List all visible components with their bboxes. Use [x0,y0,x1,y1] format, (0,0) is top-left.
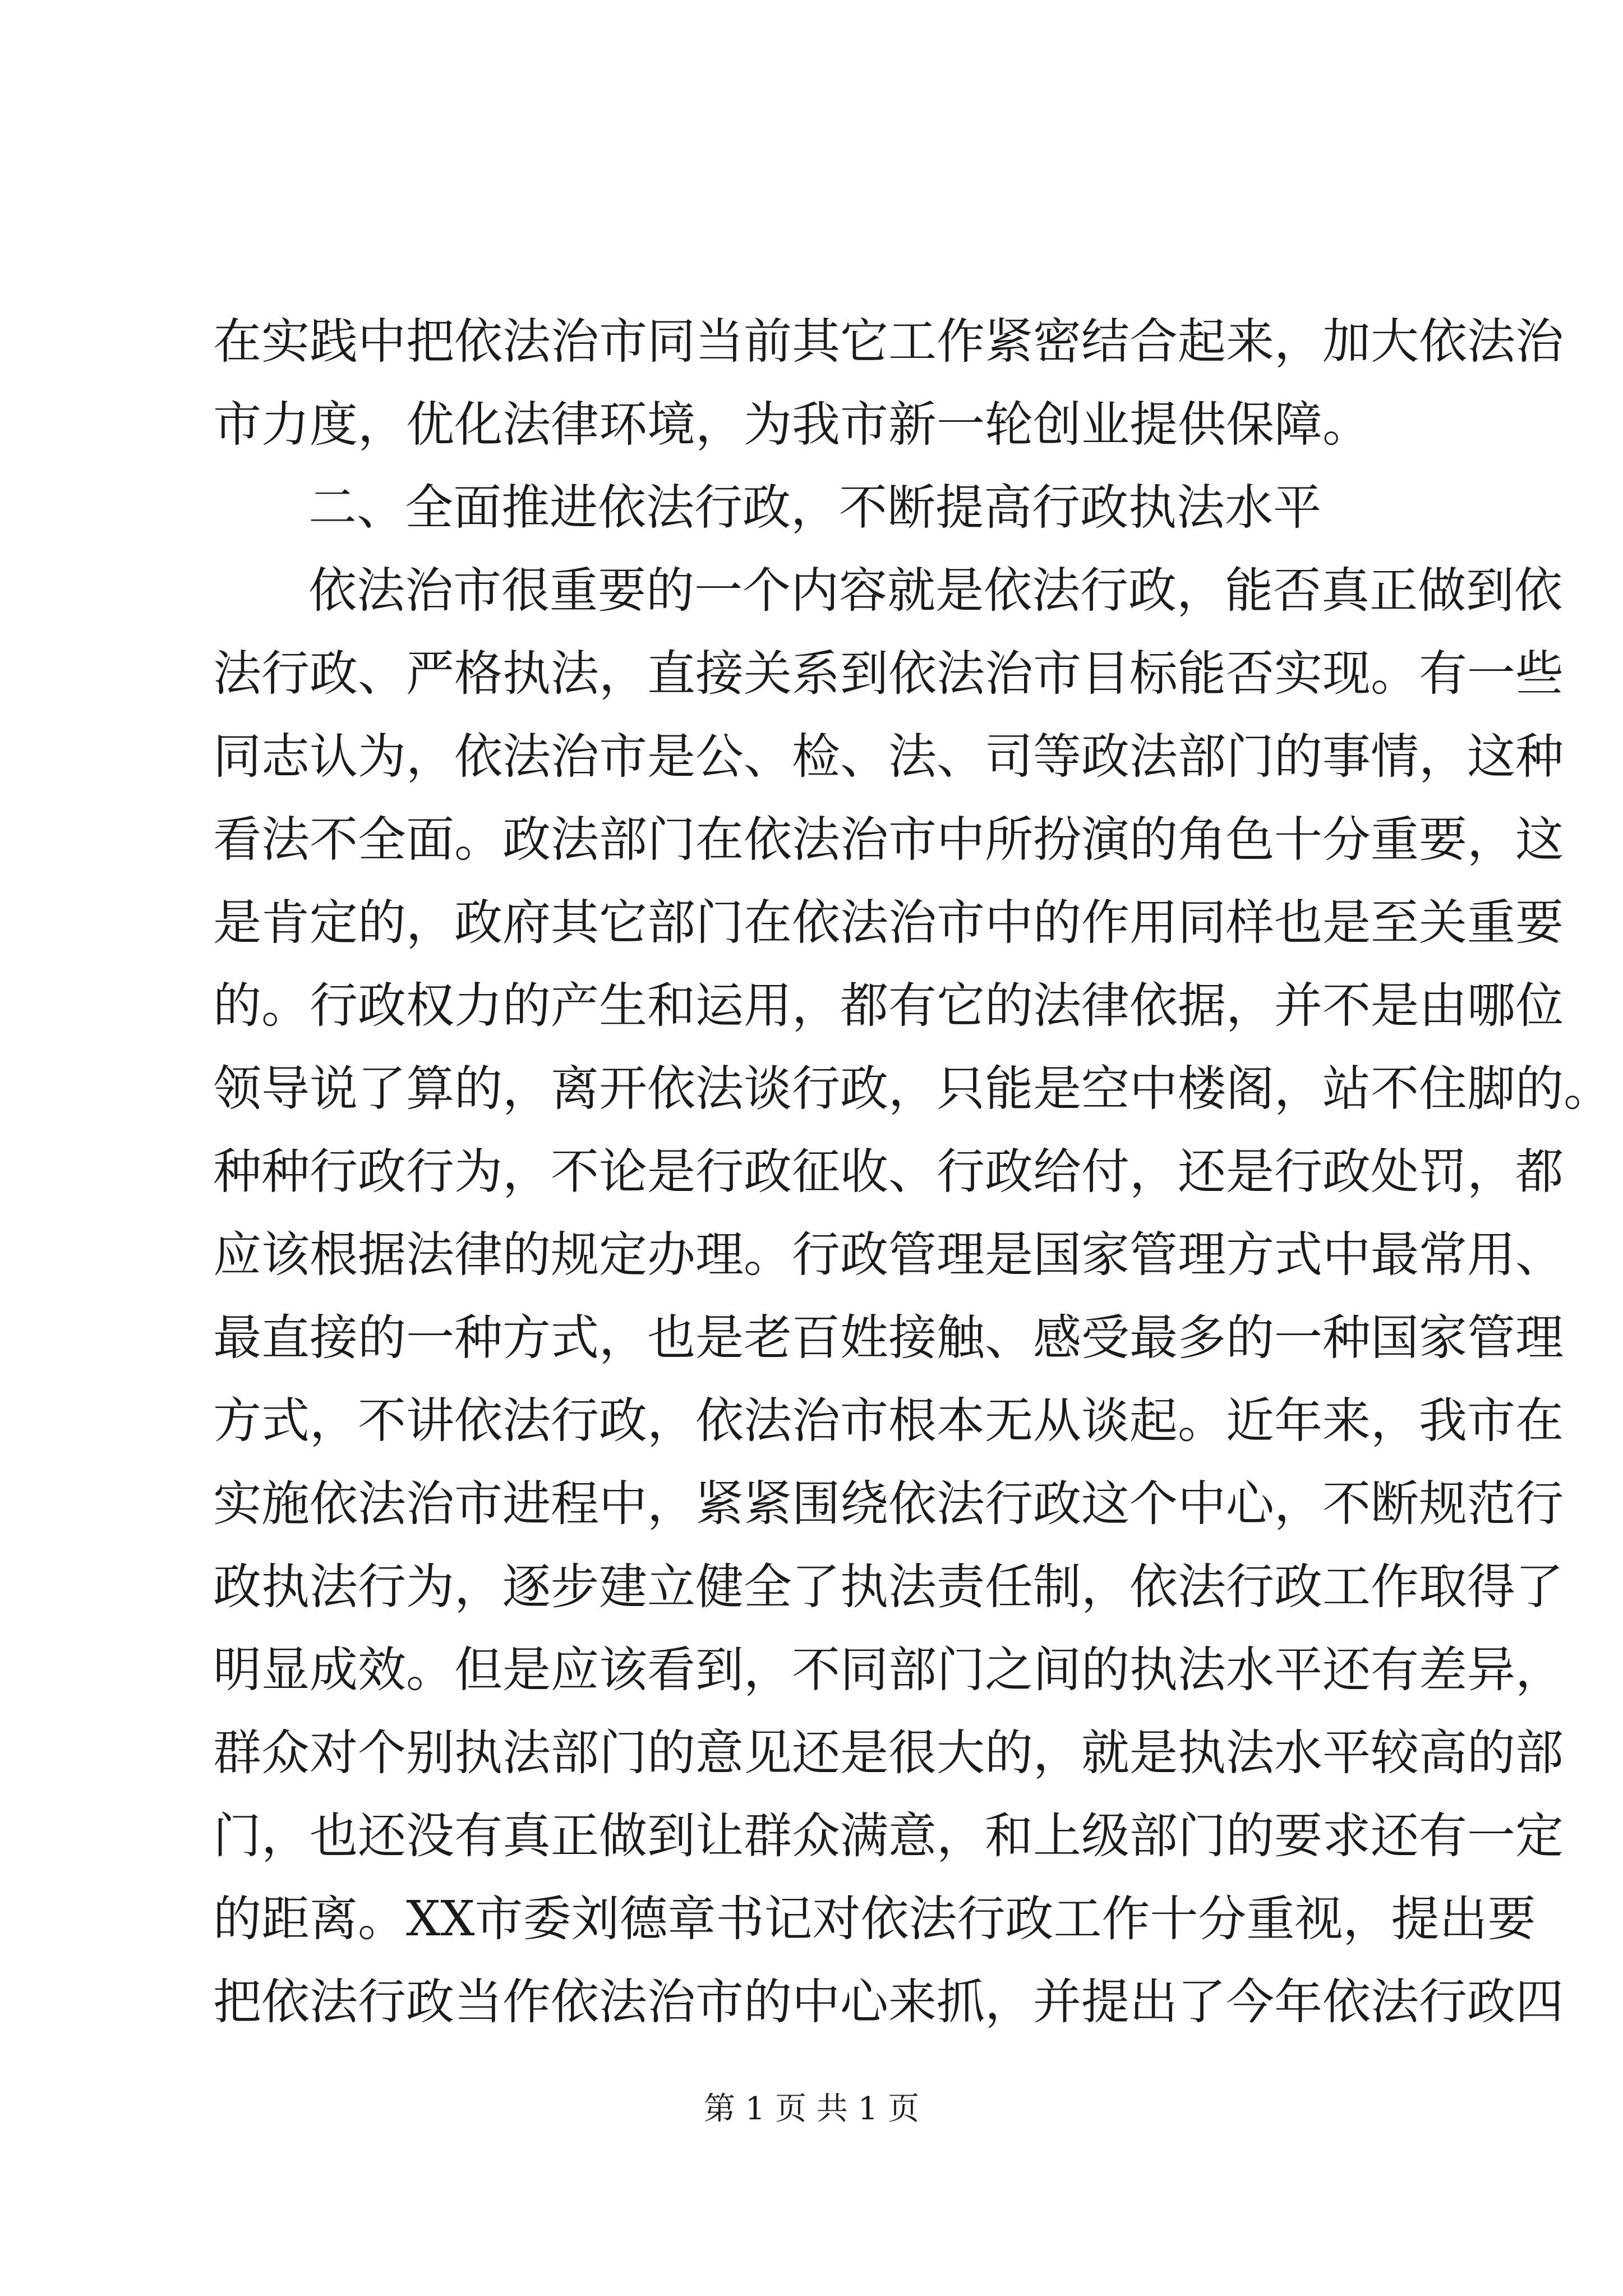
text-line: 的距离。XX市委刘德章书记对依法行政工作十分重视，提出要 [213,1891,1536,1947]
text-line: 的。行政权力的产生和运用，都有它的法律依据，并不是由哪位 [213,978,1564,1034]
document-body [213,300,1612,2044]
section-heading: 二、全面推进依法行政，不断提高行政执法水平 [308,480,1321,536]
text-line: 方式，不讲依法行政，依法治市根本无从谈起。近年来，我市在 [213,1393,1564,1449]
text-line: 明显成效。但是应该看到，不同部门之间的执法水平还有差异， [213,1642,1564,1698]
text-line: 把依法行政当作依法治市的中心来抓，并提出了今年依法行政四 [213,1974,1564,2030]
text-line: 群众对个别执法部门的意见还是很大的，就是执法水平较高的部 [213,1725,1564,1781]
text-line: 看法不全面。政法部门在依法治市中所扮演的角色十分重要，这 [213,812,1564,868]
text-line: 政执法行为，逐步建立健全了执法责任制，依法行政工作取得了 [213,1559,1564,1615]
text-line: 法行政、严格执法，直接关系到依法治市目标能否实现。有一些 [213,646,1564,702]
text-line: 应该根据法律的规定办理。行政管理是国家管理方式中最常用、 [213,1227,1564,1283]
text-line: 门，也还没有真正做到让群众满意，和上级部门的要求还有一定 [213,1808,1564,1864]
text-line: 最直接的一种方式，也是老百姓接触、感受最多的一种国家管理 [213,1310,1564,1366]
text-line: 依法治市很重要的一个内容就是依法行政，能否真正做到依 [308,563,1562,619]
text-line: 实施依法治市进程中，紧紧围绕依法行政这个中心，不断规范行 [213,1476,1564,1532]
text-line: 种种行政行为，不论是行政征收、行政给付，还是行政处罚，都 [213,1144,1564,1200]
text-line: 市力度，优化法律环境，为我市新一轮创业提供保障。 [213,397,1371,453]
text-line: 在实践中把依法治市同当前其它工作紧密结合起来，加大依法治 [213,314,1564,370]
text-line: 是肯定的，政府其它部门在依法治市中的作用同样也是至关重要 [213,895,1564,951]
text-line: 领导说了算的，离开依法谈行政，只能是空中楼阁，站不住脚的。 [213,1061,1612,1117]
text-line: 同志认为，依法治市是公、检、法、司等政法部门的事情，这种 [213,729,1564,785]
page-footer: 第 1 页 共 1 页 [703,2091,920,2127]
